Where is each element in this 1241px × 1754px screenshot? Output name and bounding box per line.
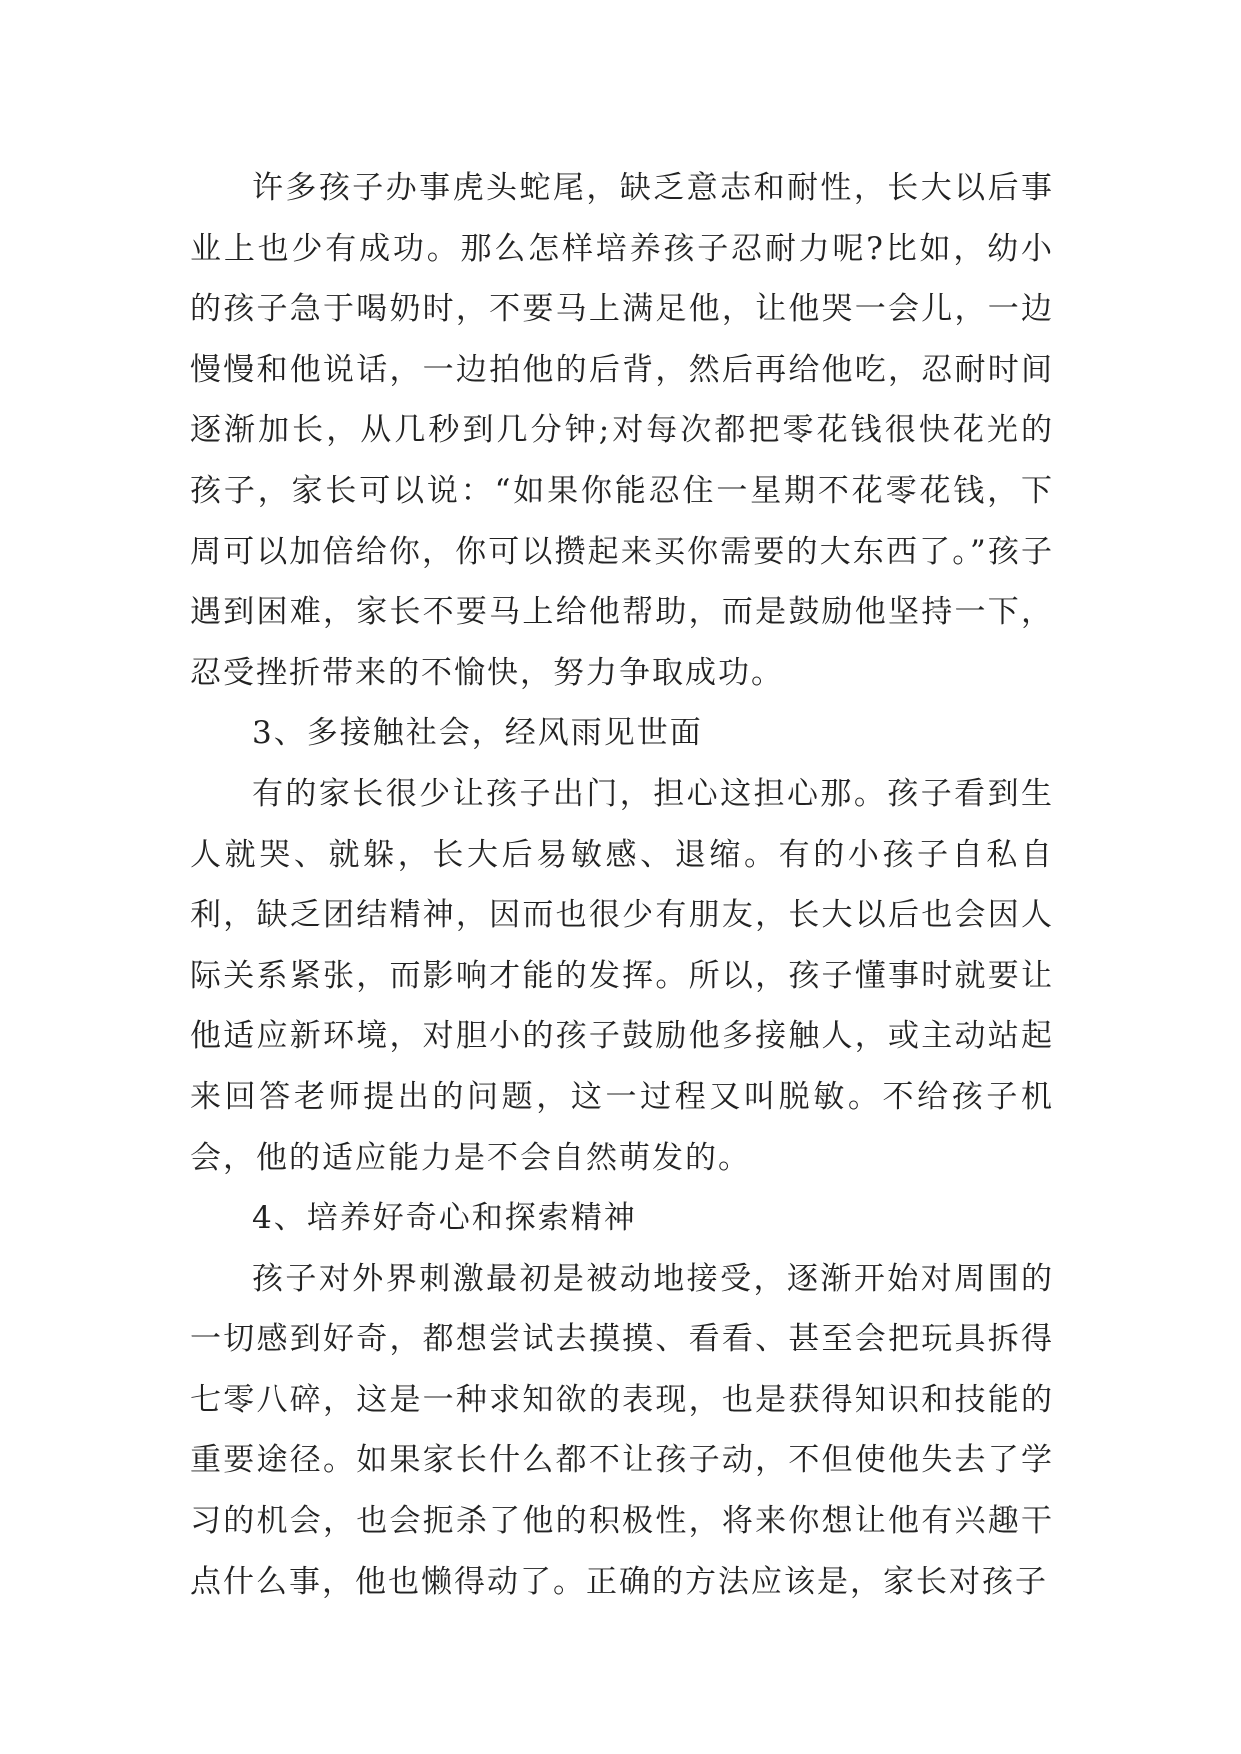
paragraph-society: 有的家长很少让孩子出门，担心这担心那。孩子看到生人就哭、就躲，长大后易敏感、退缩。有的小孩子自私自利，缺乏团结精神，因而也很少有朋友，长大以后也会因人际关系紧张，而影响才能的发挥。所以，孩子懂事时就要让他适应新环境，对胆小的孩子鼓励他多接触人，或主动站起来回答老师提出的问题，这一过程又叫脱敏。不给孩子机会，他的适应能力是不会自然萌发的。 <box>190 775 1054 1176</box>
document-body <box>190 158 1054 1612</box>
paragraph-patience: 许多孩子办事虎头蛇尾，缺乏意志和耐性，长大以后事业上也少有成功。那么怎样培养孩子忍耐力呢?比如，幼小的孩子急于喝奶时，不要马上满足他，让他哭一会儿，一边慢慢和他说话，一边拍他的后背，然后再给他吃，忍耐时间逐渐加长，从几秒到几分钟;对每次都把零花钱很快花光的孩子，家长可以说：“如果你能忍住一星期不花零花钱，下周可以加倍给你，你可以攒起来买你需要的大东西了。”孩子遇到困难，家长不要马上给他帮助，而是鼓励他坚持一下，忍受挫折带来的不愉快，努力争取成功。 <box>190 170 1054 691</box>
paragraph-curiosity: 孩子对外界刺激最初是被动地接受，逐渐开始对周围的一切感到好奇，都想尝试去摸摸、看看、甚至会把玩具拆得七零八碎，这是一种求知欲的表现，也是获得知识和技能的重要途径。如果家长什么都不让孩子动，不但使他失去了学习的机会，也会扼杀了他的积极性，将来你想让他有兴趣干点什么事，他也懒得动了。正确的方法应该是，家长对孩子 <box>190 1260 1054 1600</box>
section-heading-3: 3、多接触社会，经风雨见世面 <box>252 715 703 752</box>
section-heading-4: 4、培养好奇心和探索精神 <box>252 1200 637 1237</box>
